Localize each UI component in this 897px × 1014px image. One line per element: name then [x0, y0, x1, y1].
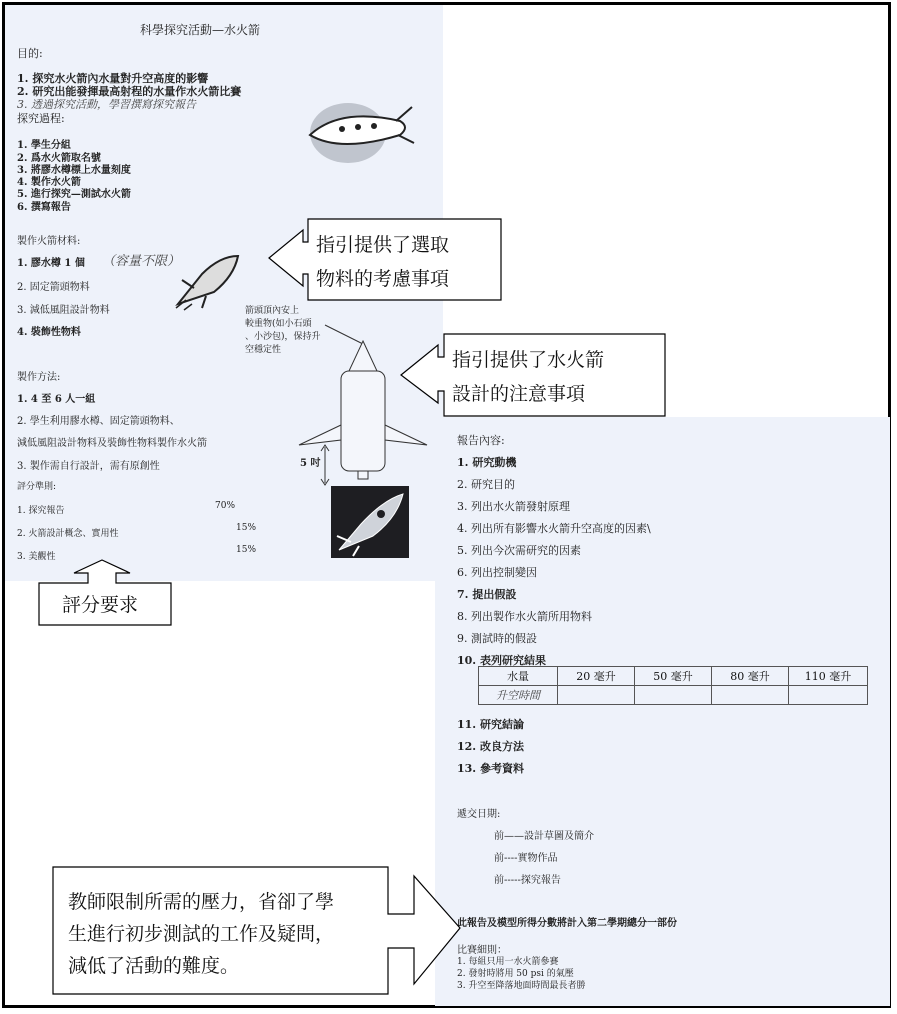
- callout-line: 指引提供了水火箭: [452, 349, 605, 371]
- method-item: 2. 學生利用膠水樽、固定箭頭物料、: [17, 416, 180, 427]
- process-heading: 探究過程:: [17, 112, 65, 125]
- table-header: 80 毫升: [712, 667, 789, 686]
- report-item: 13. 參考資料: [457, 762, 524, 775]
- report-item: 6. 列出控制變因: [457, 566, 537, 579]
- deadline-heading: 遞交日期:: [457, 809, 501, 820]
- report-item: 8. 列出製作水火箭所用物料: [457, 610, 592, 623]
- process-item: 2. 爲水火箭取名號: [17, 153, 101, 164]
- callout-line: 物料的考慮事項: [316, 268, 450, 290]
- method-heading: 製作方法:: [17, 372, 61, 383]
- scoring-heading: 評分準則:: [17, 482, 57, 492]
- table-header-row: [479, 667, 868, 686]
- callout-materials-text: [316, 228, 449, 296]
- callout-line: 減低了活動的難度。: [68, 955, 240, 977]
- report-item: 10. 表列研究結果: [457, 654, 546, 667]
- callout-design-text: [452, 343, 604, 411]
- callout-scoring-text: 評分要求: [62, 594, 139, 616]
- scoring-item: 2. 火箭設計概念、實用性: [17, 529, 119, 539]
- report-heading: 報告內容:: [457, 434, 505, 447]
- table-cell: [789, 686, 868, 705]
- score-note: 此報告及模型所得分數將計入第二學期總分一部份: [457, 918, 677, 929]
- table-row-label: 升空時間: [479, 686, 558, 705]
- rocket-illustration: [300, 95, 420, 170]
- materials-handwritten-note: （容量不限）: [102, 254, 181, 269]
- report-item: 11. 研究結論: [457, 718, 524, 731]
- scoring-percent: 70%: [215, 501, 236, 511]
- aim-handwritten: 3. 透過探究活動，學習撰寫探究報告: [17, 98, 196, 111]
- callout-pressure-text: [68, 886, 334, 982]
- table-cell: [712, 686, 789, 705]
- rules-heading: 比賽細則：: [457, 945, 507, 956]
- material-item: 4. 裝飾性物料: [17, 327, 81, 338]
- table-row: [479, 686, 868, 705]
- table-header: 50 毫升: [635, 667, 712, 686]
- material-item: 2. 固定箭頭物料: [17, 282, 90, 293]
- callout-line: 生進行初步測試的工作及疑問，: [68, 923, 335, 945]
- report-item: 9. 測試時的假設: [457, 632, 537, 645]
- process-item: 5. 進行探究—測試水火箭: [17, 189, 131, 200]
- report-item: 12. 改良方法: [457, 740, 524, 753]
- rocket-note-line: 空穩定性: [245, 345, 282, 355]
- process-item: 4. 製作水火箭: [17, 177, 81, 188]
- method-item: 1. 4 至 6 人一組: [17, 394, 96, 405]
- process-item: 1. 學生分組: [17, 140, 71, 151]
- scoring-item: 1. 探究報告: [17, 506, 65, 516]
- rocket-sketch: [172, 250, 252, 310]
- process-item: 6. 撰寫報告: [17, 202, 71, 213]
- method-item: 減低風阻設計物料及裝飾性物料製作水火箭: [17, 438, 207, 449]
- material-item: 3. 減低風阻設計物料: [17, 305, 110, 316]
- rocket-note-line: 、小沙包)，保持升: [245, 332, 321, 342]
- table-cell: [558, 686, 635, 705]
- report-item: 1. 研究動機: [457, 456, 517, 469]
- scoring-percent: 15%: [236, 523, 257, 533]
- height-label: 5 吋: [300, 458, 321, 469]
- callout-line: 教師限制所需的壓力，省卻了學: [68, 891, 335, 913]
- results-table: [478, 666, 868, 705]
- scoring-item: 3. 美觀性: [17, 552, 56, 562]
- deadline-item: 前-----探究報告: [494, 875, 561, 886]
- callout-line: 指引提供了選取: [316, 234, 450, 256]
- deadline-item: 前----實物作品: [494, 853, 558, 864]
- materials-heading: 製作火箭材料:: [17, 236, 81, 247]
- aim-item: 1. 探究水火箭內水量對升空高度的影響: [17, 72, 209, 85]
- rule-item: 1. 每組只用一水火箭參賽: [457, 957, 559, 967]
- report-item: 5. 列出今次需研究的因素: [457, 544, 581, 557]
- callout-line: 設計的注意事項: [452, 383, 586, 405]
- material-item: 1. 膠水樽 1 個: [17, 258, 85, 269]
- rule-item: 3. 升空至降落地面時間最長者勝: [457, 981, 586, 991]
- report-item: 4. 列出所有影響水火箭升空高度的因素\: [457, 522, 651, 535]
- report-item: 7. 提出假設: [457, 588, 517, 601]
- deadline-item: 前——設計草圖及簡介: [494, 831, 594, 842]
- process-item: 3. 將膠水樽標上水量刻度: [17, 165, 131, 176]
- report-item: 3. 列出水火箭發射原理: [457, 500, 570, 513]
- method-item: 3. 製作需自行設計，需有原創性: [17, 461, 160, 472]
- scoring-percent: 15%: [236, 545, 257, 555]
- table-header: 水量: [479, 667, 558, 686]
- aim-item: 2. 研究出能發揮最高射程的水量作水火箭比賽: [17, 85, 242, 98]
- report-item: 2. 研究目的: [457, 478, 515, 491]
- table-header: 20 毫升: [558, 667, 635, 686]
- sheet-title: 科學探究活動—水火箭: [140, 23, 261, 37]
- aims-heading: 目的:: [17, 47, 43, 60]
- rocket-note-line: 箭頭頂內安上: [245, 306, 300, 316]
- rocket-note-line: 較重物(如小石頭: [245, 319, 312, 329]
- table-header: 110 毫升: [789, 667, 868, 686]
- rule-item: 2. 發射時將用 50 psi 的氣壓: [457, 969, 574, 979]
- rocket-picture: [331, 486, 409, 558]
- table-cell: [635, 686, 712, 705]
